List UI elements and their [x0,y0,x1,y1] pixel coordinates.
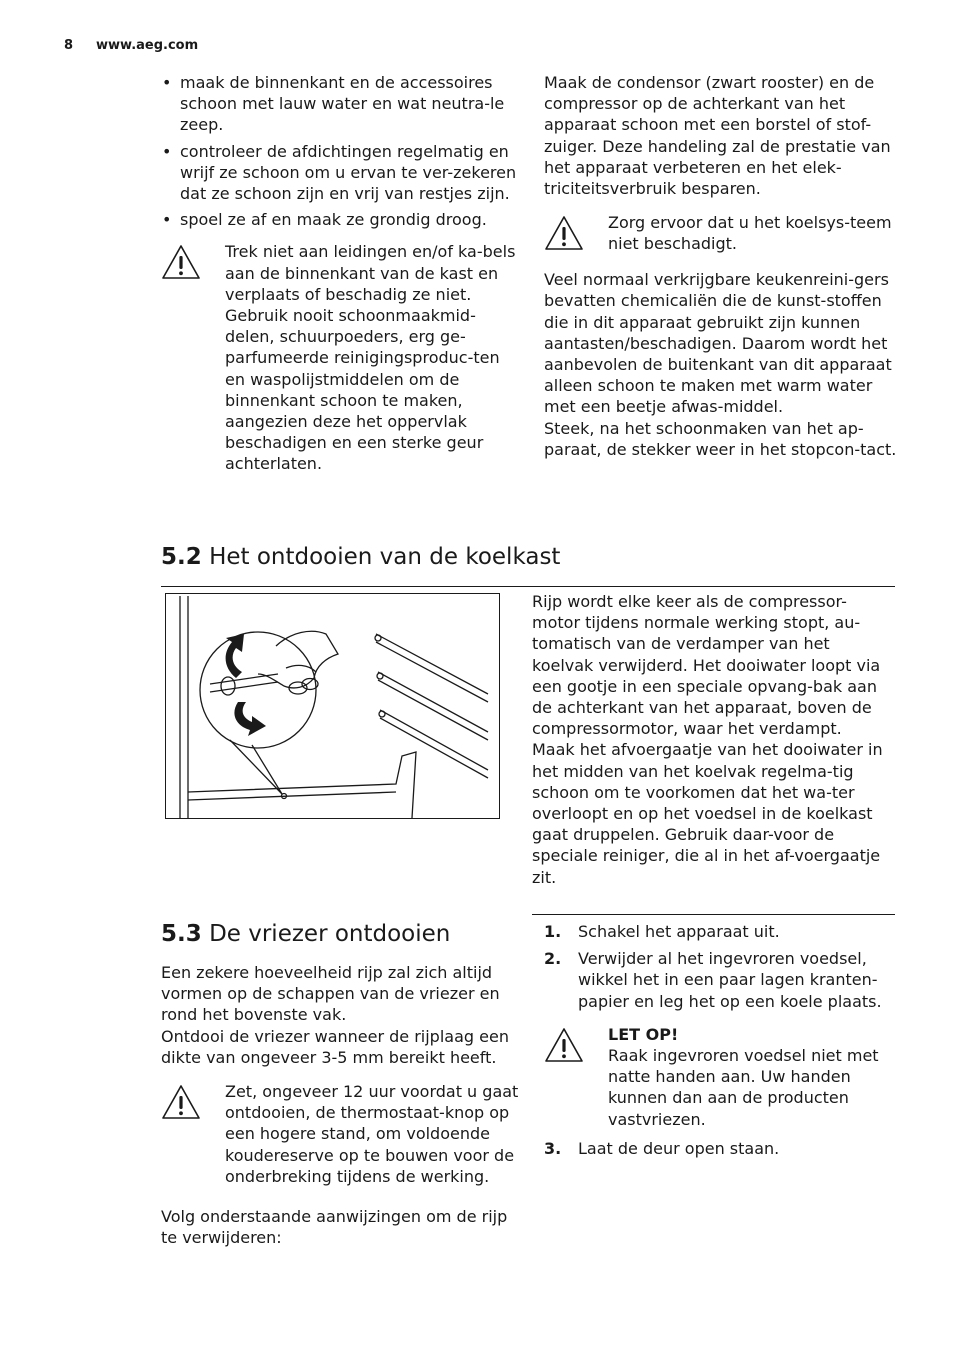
condenser-paragraph: Maak de condensor (zwart rooster) en de compressor op de achterkant van het apparaat schoon met een borstel of stof-zuiger. Deze handeling zal de prestatie van het apparaat verbeteren en het elek-triciteitsverbruik besparen. [544,73,891,199]
intro-left-column [161,72,521,475]
warning-cooling-system: Zorg ervoor dat u het koelsys-teem niet beschadigt. [544,212,900,256]
section-heading-5-2: 5.2 Het ontdooien van de koelkast [161,544,561,570]
list-item: • spoel ze af en maak ze grondig droog. [162,210,487,230]
warning-cables: Trek niet aan leidingen en/of ka-bels aan de binnenkant van de kast en verplaats of beschadig ze niet. Gebruik nooit schoonmaakmid-delen, schuurpoeders, erg ge-parfumeerde reinigingsproduc-ten en waspolijstmiddelen om de binnenkant schoon te maken, aangezien deze het oppervlak beschadigen en een sterke geur achterlaten. [161,241,521,474]
thickness-paragraph: Ontdooi de vriezer wanneer de rijplaag een dikte van ongeveer 3-5 mm bereikt heeft. [161,1026,509,1067]
frost-forms-paragraph: Een zekere hoeveelheid rijp zal zich altijd vormen op de schappen van de vriezer en rond het bovenste vak. [161,963,500,1025]
site-url: www.aeg.com [96,38,199,53]
steps-list [544,921,900,1012]
frost-paragraph: Rijp wordt elke keer als de compressor-motor tijdens normale werking stopt, au-tomatisch van de verdamper van het koelvak verwijderd. Het dooiwater loopt via een gootje in een speciale opvang-bak aan de achterkant van het apparaat, boven de compressormotor, waar het verdampt. [532,592,881,739]
list-item: 3. Laat de deur open staan. [544,1138,780,1158]
cleaners-paragraph: Veel normaal verkrijgbare keukenreini-gers bevatten chemicaliën die de kunst-stoffen die in dit apparaat gebruikt zijn kunnen aantasten/beschadigen. Daarom wordt het aanbevolen de buitenkant van dit apparaat alleen schoon te maken met warm water met een beetje afwas-middel. [544,270,892,417]
section-heading-5-3: 5.3 De vriezer ontdooien [161,921,451,947]
caution-frozen-food: LET OP! Raak ingevroren voedsel niet met natte handen aan. Uw handen kunnen dan aan de producten vastvriezen. [544,1024,900,1130]
drain-cleaning-drawing [166,594,499,818]
list-item: 2. Verwijder al het ingevroren voedsel, wikkel het in een paar lagen kranten-papier en leg het op een koele plaats. [544,949,882,1011]
defrost-drain-illustration [165,593,500,819]
warning-thermostat: Zet, ongeveer 12 uur voordat u gaat ontdooien, de thermostaat-knop op een hogere stand, om voldoende koudereserve op te bouwen voor de onderbreking tijdens de werking. [161,1081,521,1187]
warning-triangle-icon [544,1027,584,1063]
defrost-freezer-left [161,962,521,1248]
defrost-freezer-steps [544,921,900,1165]
intro-right-column [544,72,900,460]
section-divider [161,586,895,587]
defrost-fridge-text [532,591,894,888]
warning-triangle-icon [161,244,201,280]
warning-triangle-icon [544,215,584,251]
list-item: • maak de binnenkant en de accessoires schoon met lauw water en wat neutra-le zeep. [162,73,505,135]
drain-hole-paragraph: Maak het afvoergaatje van het dooiwater in het midden van het koelvak regelma-tig schoon om te voorkomen dat het wa-ter overloopt en op het voedsel in de koelkast gaat druppelen. Gebruik daar-voor de speciale reiniger, die al in het af-voergaatje zit. [532,740,883,887]
list-item: 1. Schakel het apparaat uit. [544,922,780,941]
steps-list-continued [544,1138,900,1159]
cleaning-bullet-list [161,72,521,230]
warning-triangle-icon [161,1084,201,1120]
section-divider [532,914,895,915]
page-number: 8 [64,38,74,53]
list-item: • controleer de afdichtingen regelmatig en wrijf ze schoon om u ervan te ver-zekeren dat ze schoon zijn en vrij van restjes zijn. [162,141,517,204]
instructions-intro: Volg onderstaande aanwijzingen om de rijp te verwijderen: [161,1207,508,1248]
plug-paragraph: Steek, na het schoonmaken van het ap-paraat, de stekker weer in het stopcon-tact. [544,418,897,459]
